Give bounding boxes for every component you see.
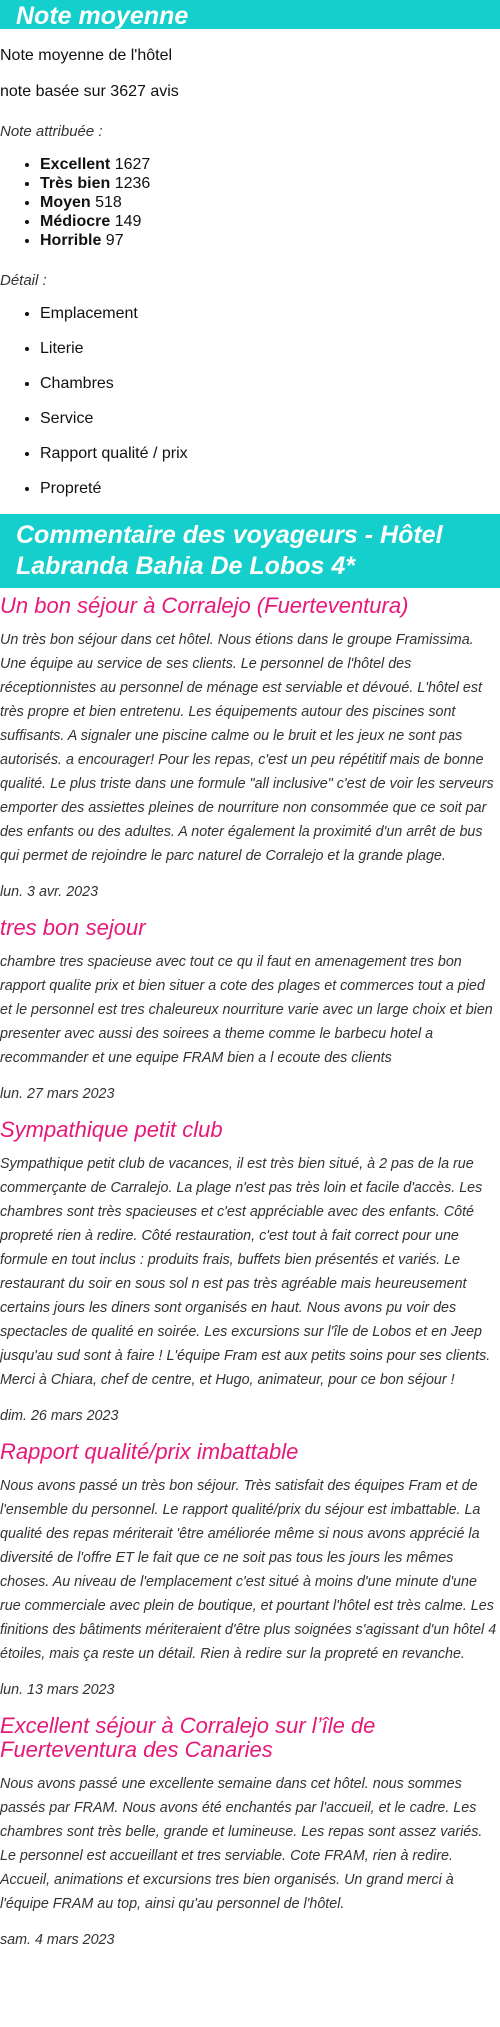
detail-heading: Détail : <box>0 272 47 289</box>
detail-item-proprete: • Propreté <box>40 479 500 498</box>
review-title: tres bon sejour <box>0 915 146 940</box>
review-item <box>0 1440 500 1698</box>
review-title: Sympathique petit club <box>0 1117 223 1142</box>
review-date: lun. 27 mars 2023 <box>0 1086 115 1102</box>
review-date: lun. 3 avr. 2023 <box>0 884 99 900</box>
rating-item-tres-bien: • Très bien 1236 <box>40 174 500 193</box>
review-count-label: note basée sur 3627 avis <box>0 83 179 100</box>
rating-item-excellent: • Excellent 1627 <box>40 155 500 174</box>
review-date: lun. 13 mars 2023 <box>0 1682 115 1698</box>
review-body: Nous avons passé un très bon séjour. Très satisfait des équipes Fram et de l'ensemble du personnel. Le rapport qualité/prix du séjour est imbattable. La qualité des repas mériterait 'être améliorée même si nous avons apprécié la diversité de l'offre ET le fait que ce ne soit pas tous les jours les mêmes choses. Au niveau de l'emplacement c'est situé à moins d'une minute d'une rue commerciale avec plein de boutique, et pourtant l'hôtel est très calme. Les finitions des bâtiments mériteraient d'être plus soignées s'agissant d'un hôtel 4 étoiles, mais ça reste un détail. Rien à redire sur la propreté en revanche. <box>0 1478 497 1662</box>
review-title: Un bon séjour à Corralejo (Fuerteventura) <box>0 593 409 618</box>
review-body: Sympathique petit club de vacances, il est très bien situé, à 2 pas de la rue commerçante de Carralejo. La plage n'est pas très loin et facile d'accès. Les chambres sont très spacieuses et c'est appréciable avec des enfants. Côté propreté rien à redire. Côté restauration, c'est tout à fait correct pour une formule en tout inclus : produits frais, buffets bien présentés et variés. Le restaurant du soir en sous sol n est pas très agréable mais heureusement certains jours les diners sont organisés en haut. Nous avons pu voir des spectacles de qualité en soirée. Les excursions sur l'île de Lobos et en Jeep jusqu'au sud sont à faire ! L'équipe Fram est aux petits soins pour ses clients. Merci à Chiara, chef de centre, et Hugo, animateur, pour ce bon séjour ! <box>0 1156 491 1388</box>
review-item <box>0 1714 500 1948</box>
review-item <box>0 916 500 1102</box>
reviews-section <box>0 514 500 1948</box>
rating-item-horrible: • Horrible 97 <box>40 231 500 250</box>
review-body: Nous avons passé une excellente semaine dans cet hôtel. nous sommes passés par FRAM. Nous avons été enchantés par l'accueil, et le cadre. Les chambres sont très belle, grande et lumineuse. Les repas sont assez variés. Le personnel est accueillant et tres serviable. Cote FRAM, rien à redire. Accueil, animations et excursions tres bien organisés. Un grand merci à l'équipe FRAM au top, ainsi qu'au personnel de l'hôtel. <box>0 1776 483 1912</box>
detail-list <box>0 304 500 498</box>
average-rating-section <box>0 0 500 498</box>
reviews-title: Commentaire des voyageurs - Hôtel Labranda Bahia De Lobos 4* <box>0 514 500 588</box>
rating-item-mediocre: • Médiocre 149 <box>40 212 500 231</box>
review-item <box>0 1118 500 1424</box>
review-date: sam. 4 mars 2023 <box>0 1932 115 1948</box>
detail-item-emplacement: • Emplacement <box>40 304 500 323</box>
review-title: Rapport qualité/prix imbattable <box>0 1439 299 1464</box>
hotel-average-label: Note moyenne de l'hôtel <box>0 47 173 64</box>
detail-item-service: • Service <box>40 409 500 428</box>
review-date: dim. 26 mars 2023 <box>0 1408 119 1424</box>
review-body: Un très bon séjour dans cet hôtel. Nous étions dans le groupe Framissima. Une équipe au service de ses clients. Le personnel de l'hôtel des réceptionnistes au personnel de ménage est serviable et dévoué. L'hôtel est très propre et bien entretenu. Les équipements autour des piscines sont suffisants. A signaler une piscine calme ou le bruit et les jeux ne sont pas autorisés. a encourager! Pour les repas, c'est un peu répétitif mais de bonne qualité. Le plus triste dans une formule "all inclusive" c'est de voir les serveurs emporter des assiettes pleines de nourriture non consommée que ce soit par des enfants ou des adultes. A noter également la proximité d'un arrêt de bus qui permet de rejoindre le parc naturel de Corralejo et la grande plage. <box>0 632 494 864</box>
review-body: chambre tres spacieuse avec tout ce qu il faut en amenagement tres bon rapport qualite prix et bien situer a cote des plages et commerces tout a pied et le personnel est tres chaleureux nourriture varie avec un large choix et bien presenter avec aussi des soirees a theme comme le barbecu hotel a recommander et une equipe FRAM bien a l ecoute des clients <box>0 954 493 1066</box>
detail-item-chambres: • Chambres <box>40 374 500 393</box>
detail-item-rapport: • Rapport qualité / prix <box>40 444 500 463</box>
rating-item-moyen: • Moyen 518 <box>40 193 500 212</box>
detail-item-literie: • Literie <box>40 339 500 358</box>
average-rating-title: Note moyenne <box>0 0 500 29</box>
ratings-list <box>0 155 500 250</box>
review-title: Excellent séjour à Corralejo sur l’île de Fuerteventura des Canaries <box>0 1713 376 1762</box>
ratings-heading: Note attribuée : <box>0 123 103 140</box>
review-item <box>0 594 500 900</box>
